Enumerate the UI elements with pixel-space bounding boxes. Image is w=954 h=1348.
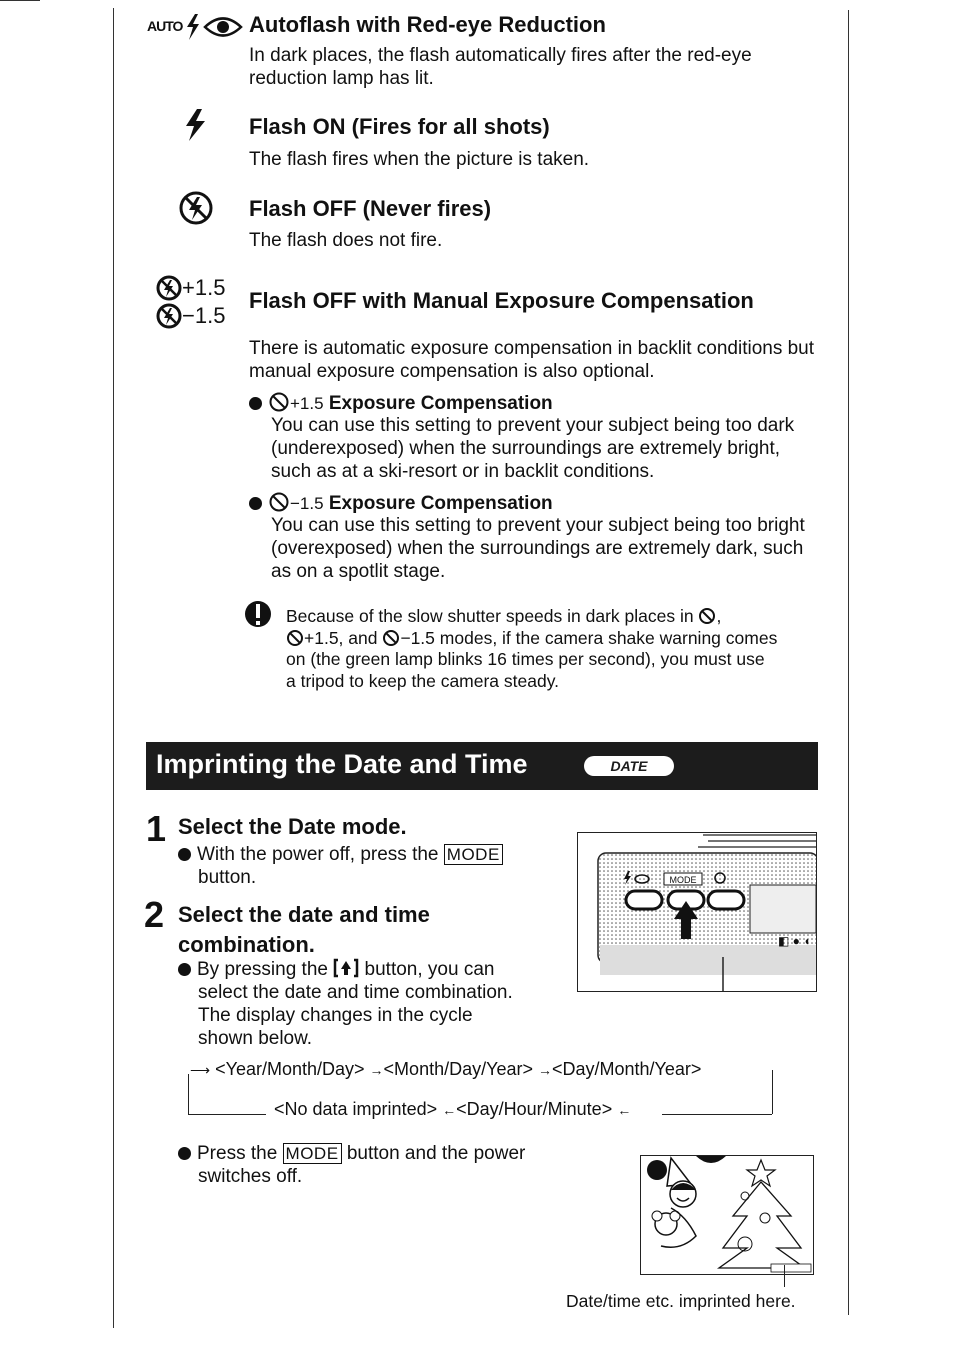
mode-title-autoflash: Autoflash with Red-eye Reduction [249,12,606,37]
mode-desc-autoflash: In dark places, the flash automatically fires after the red-eye reduction lamp has lit. [249,45,752,89]
mode-key-label: MODE [444,844,503,865]
bullet [249,397,262,410]
comp-plus-heading: +1.5 Exposure Compensation [249,391,553,415]
cycle-bottom-right-line [662,1114,772,1115]
flash-off-small-icon [286,629,304,647]
section-banner [146,742,818,790]
cycle-right-bracket [772,1070,773,1114]
flash-off-small-icon [268,491,290,513]
section-title: Imprinting the Date and Time [156,749,528,779]
icon-plus-label: +1.5 [182,275,226,300]
final-bullet: Press the MODE button and the power switches off. [178,1142,578,1188]
comp-plus-desc: You can use this setting to prevent your subject being too dark (underexposed) when the surroundings are extremely bright, such as at a ski-resort or in backlit conditions. [271,415,795,482]
arrow-right-icon: → [538,1062,552,1078]
bullet [178,963,191,976]
arrow-left-icon: ← [617,1102,632,1118]
step-number: 2 [144,894,165,935]
step2-title: Select the date and time combination. [178,902,430,957]
mode-title-flash-on: Flash ON (Fires for all shots) [249,114,550,139]
photo-illustration [640,1155,814,1275]
comp-minus-heading: −1.5 Exposure Compensation [249,491,553,515]
arrow-right-icon: → [369,1062,384,1078]
flash-off-small-icon [382,629,400,647]
mode-title-flash-off: Flash OFF (Never fires) [249,196,492,221]
comp-minus-desc: You can use this setting to prevent your subject being too bright (overexposed) when the surroundings are extremely dark, such as on a spotlit stage. [271,515,805,582]
flash-off-small-icon [698,607,716,625]
svg-text:◧ ● ◖: ◧ ● ◖ [778,934,811,948]
camera-mode-label: MODE [669,875,697,885]
flash-off-small-icon [268,391,290,413]
date-badge: DATE [584,756,674,776]
caution-text: Because of the slow shutter speeds in dark places in , +1.5, and −1.5 modes, if the camera shake warning comes on (the green lamp blinks 16 times per second), you must use a tripod to keep the camera steady. [286,606,778,691]
camera-top-figure [577,832,817,992]
mode-desc-flash-off: The flash does not fire. [249,230,443,251]
top-rule [0,0,40,1]
flash-on-icon [183,108,209,147]
bullet [249,497,262,510]
left-rule [113,8,114,1328]
arrow-right-icon: ⟶ [190,1062,211,1078]
cycle-bottom-left-line [188,1114,266,1115]
photo-caption: Date/time etc. imprinted here. [566,1291,796,1311]
mode-key-label: MODE [283,1143,342,1164]
bullet [178,1147,191,1160]
cycle-diagram [186,1056,778,1120]
step2-bullet: By pressing the button, you can select the date and time combination. The display changes in the cycle shown below. [178,958,558,1050]
bullet [178,848,191,861]
caution-icon [244,600,272,633]
step1-bullet: With the power off, press the MODE button. [178,843,548,889]
caption-pointer [784,1265,785,1287]
icon-minus-label: −1.5 [182,303,226,328]
self-timer-button-icon [333,958,359,978]
step-number: 1 [146,808,167,849]
cycle-row1: ⟶ <Year/Month/Day> →<Month/Day/Year> →<Day/Month/Year> [190,1059,702,1079]
auto-flash-redeye-icon: AUTO [147,12,247,42]
right-rule [848,10,849,1315]
flash-off-icon [178,190,214,231]
step1-title: Select the Date mode. [178,814,407,839]
mode-title-flash-off-exposure: Flash OFF with Manual Exposure Compensation [249,288,754,313]
mode-desc-flash-off-exposure: There is automatic exposure compensation in backlit conditions but manual exposure compensation is also optional. [249,338,815,382]
flash-off-exposure-icon [154,274,244,330]
mode-desc-flash-on: The flash fires when the picture is taken. [249,149,590,170]
arrow-left-icon: ← [442,1102,457,1118]
cycle-row2: <No data imprinted> ←<Day/Hour/Minute> ← [274,1099,632,1119]
cycle-left-bracket [188,1074,189,1114]
